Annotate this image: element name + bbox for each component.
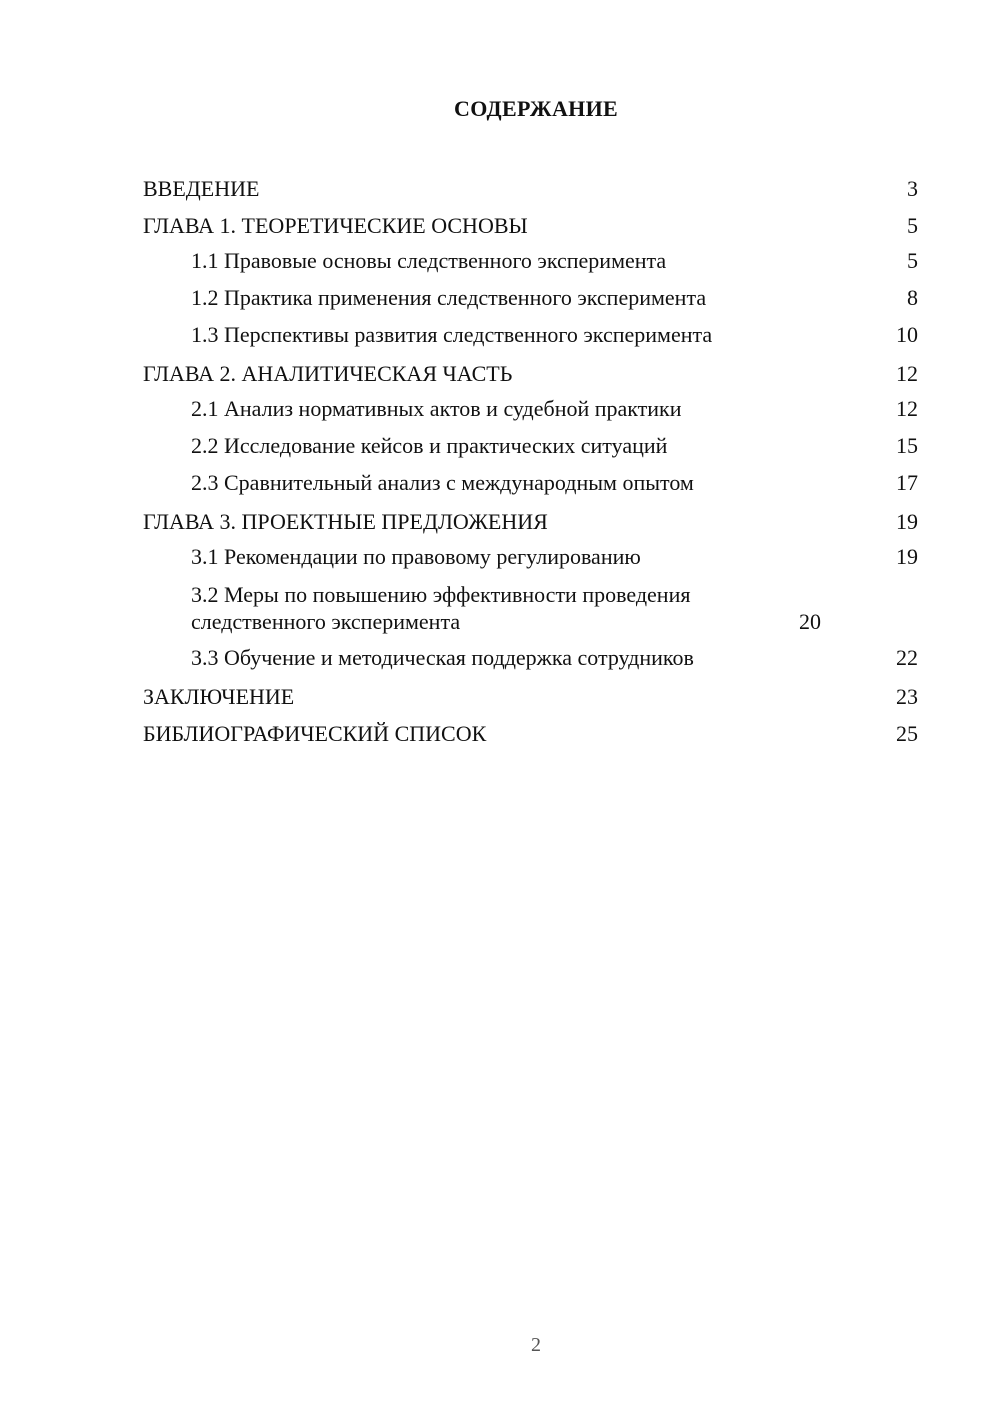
toc-entry-page: 10	[896, 322, 918, 347]
toc-entry-label: ГЛАВА 1. ТЕОРЕТИЧЕСКИЕ ОСНОВЫ	[143, 212, 528, 238]
toc-entry-section-1-2[interactable]	[143, 279, 918, 316]
table-of-contents	[143, 168, 918, 750]
toc-entry-section-3-1[interactable]	[143, 538, 918, 575]
toc-entry-label: 1.3 Перспективы развития следственного эксперимента	[191, 322, 713, 347]
toc-entry-conclusion[interactable]	[143, 676, 918, 713]
toc-entry-label: ВВЕДЕНИЕ	[143, 175, 260, 201]
toc-entry-label: ГЛАВА 3. ПРОЕКТНЫЕ ПРЕДЛОЖЕНИЯ	[143, 508, 548, 534]
toc-entry-page: 15	[896, 433, 918, 458]
toc-entry-page: 25	[896, 720, 918, 746]
toc-entry-page: 3	[907, 175, 918, 201]
toc-entry-page: 8	[907, 285, 918, 310]
toc-entry-label: ГЛАВА 2. АНАЛИТИЧЕСКАЯ ЧАСТЬ	[143, 360, 513, 386]
toc-entry-label: 1.2 Практика применения следственного эксперимента	[191, 285, 707, 310]
toc-entry-section-3-3[interactable]	[143, 639, 918, 676]
toc-entry-page: 5	[907, 212, 918, 238]
toc-entry-page: 22	[896, 645, 918, 670]
toc-entry-section-2-3[interactable]	[143, 464, 918, 501]
toc-entry-section-1-1[interactable]	[143, 242, 918, 279]
toc-entry-section-2-1[interactable]	[143, 390, 918, 427]
toc-entry-chapter-1[interactable]	[143, 205, 918, 242]
toc-entry-page: 5	[907, 248, 918, 273]
toc-entry-label: 3.2 Меры по повышению эффективности проведения следственного эксперимента	[191, 582, 691, 634]
toc-entry-label: 2.3 Сравнительный анализ с международным опытом	[191, 470, 694, 495]
toc-entry-label: 1.1 Правовые основы следственного эксперимента	[191, 248, 667, 273]
toc-entry-section-2-2[interactable]	[143, 427, 918, 464]
toc-entry-page: 17	[896, 470, 918, 495]
toc-title: СОДЕРЖАНИЕ	[454, 96, 618, 121]
toc-entry-chapter-3[interactable]	[143, 501, 918, 538]
page-number: 2	[531, 1334, 541, 1356]
toc-entry-section-3-2[interactable]	[143, 575, 918, 639]
toc-entry-page: 19	[896, 508, 918, 534]
toc-entry-label: 3.1 Рекомендации по правовому регулированию	[191, 544, 641, 569]
toc-entry-page: 12	[896, 360, 918, 386]
toc-entry-label: ЗАКЛЮЧЕНИЕ	[143, 683, 295, 709]
toc-entry-label: 2.1 Анализ нормативных актов и судебной практики	[191, 396, 682, 421]
toc-entry-label: 3.3 Обучение и методическая поддержка сотрудников	[191, 645, 694, 670]
toc-entry-section-1-3[interactable]	[143, 316, 918, 353]
toc-entry-chapter-2[interactable]	[143, 353, 918, 390]
toc-entry-introduction[interactable]	[143, 168, 918, 205]
toc-entry-page: 20	[799, 609, 821, 634]
toc-entry-bibliography[interactable]	[143, 713, 918, 750]
toc-entry-page: 23	[896, 683, 918, 709]
toc-entry-label: БИБЛИОГРАФИЧЕСКИЙ СПИСОК	[143, 720, 487, 746]
toc-entry-page: 12	[896, 396, 918, 421]
toc-entry-page: 19	[896, 544, 918, 569]
toc-entry-label: 2.2 Исследование кейсов и практических ситуаций	[191, 433, 668, 458]
